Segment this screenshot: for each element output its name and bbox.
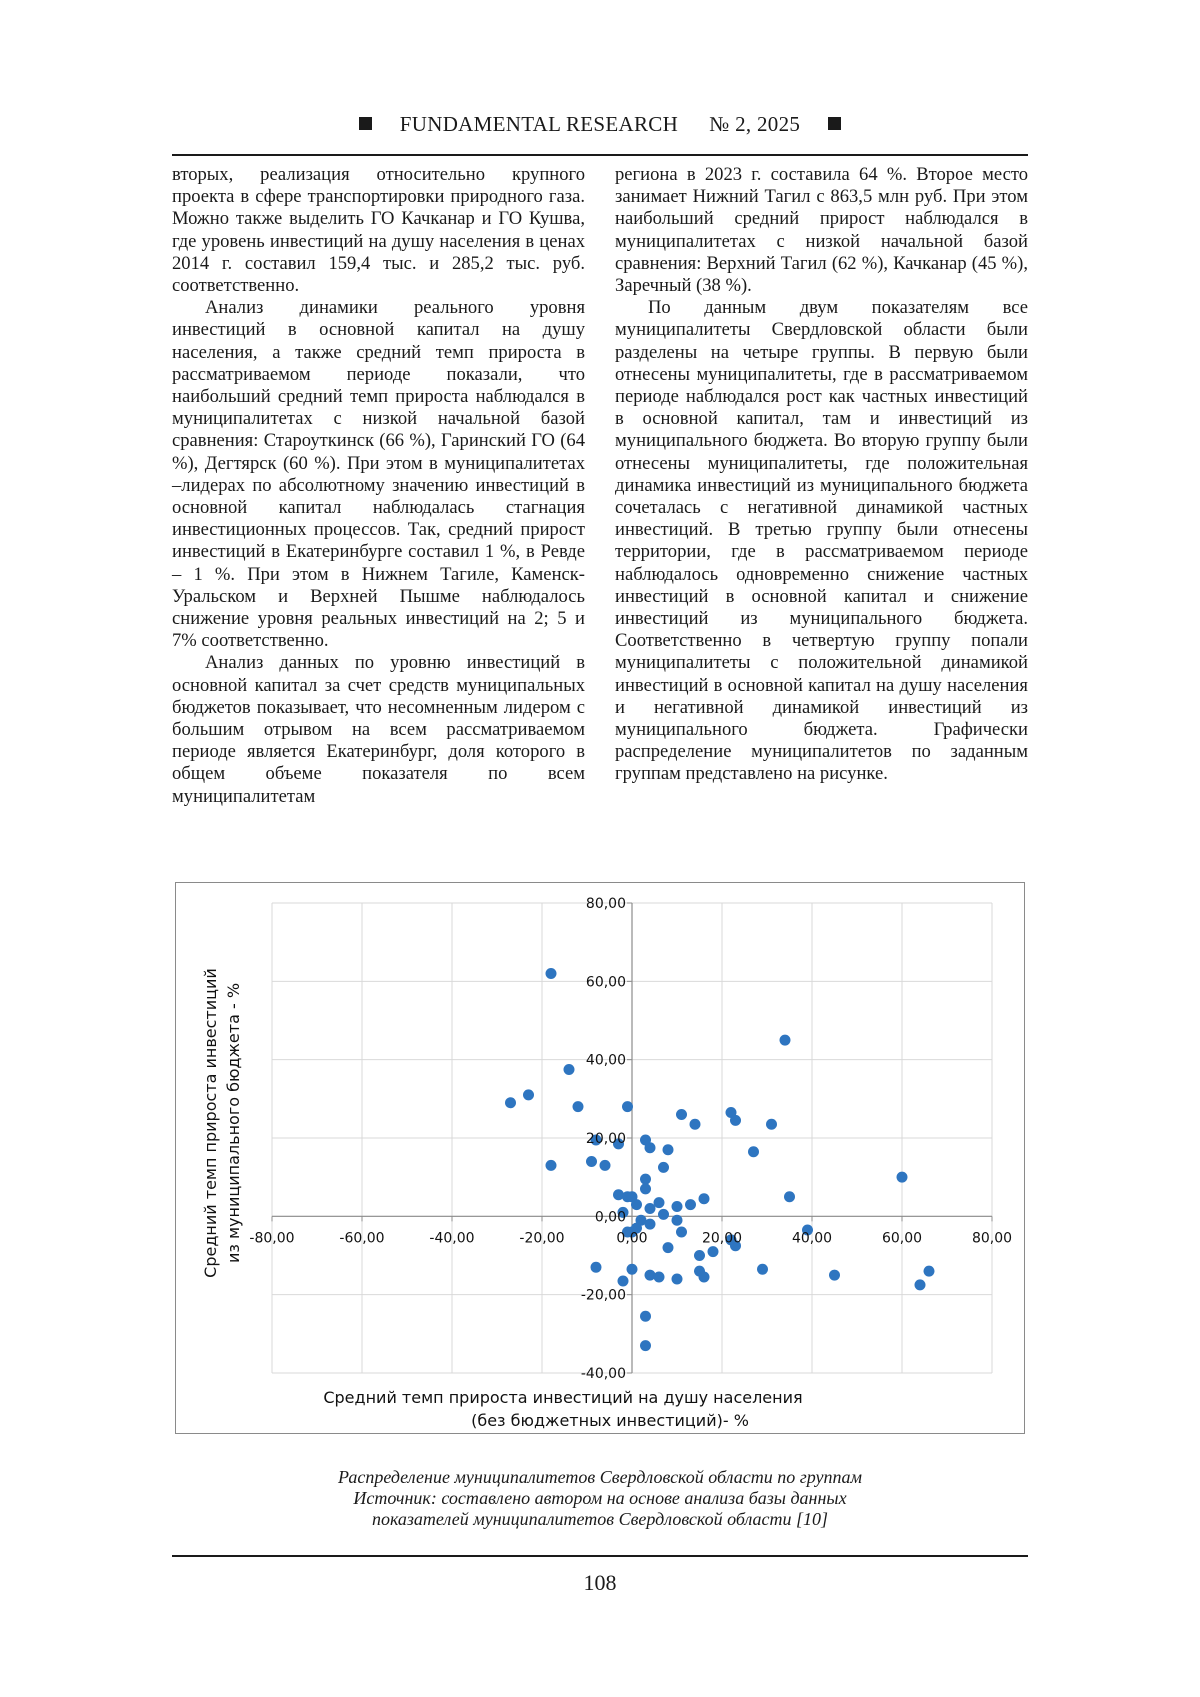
journal-name: FUNDAMENTAL RESEARCH [399,112,679,136]
data-point [780,1035,791,1046]
data-point [766,1119,777,1130]
data-point [676,1227,687,1238]
paragraph: региона в 2023 г. составила 64 %. Второе место занимает Нижний Тагил с 863,5 млн руб. При этом наибольший средний прирост наблюдался в муниципалитетах с низкой начальной базой сравнения: Верхний Тагил (62 %), Качканар (45 %), Заречный (38 %). [615,164,1028,297]
x-tick-label: -20,00 [519,1230,565,1247]
data-point [505,1097,516,1108]
data-point [573,1101,584,1112]
data-point [645,1142,656,1153]
x-tick-label: -80,00 [249,1230,295,1247]
data-point [546,968,557,979]
data-point [663,1242,674,1253]
data-point [784,1191,795,1202]
tick-labels [249,896,1012,1382]
x-tick-label: -60,00 [339,1230,385,1247]
y-tick-label: 0,00 [594,1209,626,1226]
data-point [586,1156,597,1167]
x-tick-label: 60,00 [881,1230,923,1247]
x-tick-label: -40,00 [429,1230,475,1247]
paragraph: вторых, реализация относительно крупного проекта в сфере транспортировки природного газа. Можно также выделить ГО Качканар и ГО Кушва, где уровень инвестиций на душу населения в ценах 2014 г. составил 159,4 тыс. и 285,2 тыс. руб. соответственно. [172,164,585,297]
running-header [0,112,1200,137]
data-point [658,1162,669,1173]
data-point [699,1193,710,1204]
paragraph: По данным двум показателям все муниципалитеты Свердловской области были разделены на четыре группы. В первую были отнесены муниципалитеты, где в рассматриваемом периоде наблюдался рост как частных инвестиций в основной капитал, там и инвестиций из муниципального бюджета. Во вторую группу были отнесены муниципалитеты, где положительная динамика инвестиций из муниципального бюджета сочеталась с негативной динамикой частных инвестиций. В третью группу были отнесены территории, где в рассматриваемом периоде наблюдалось одновременно снижение частных инвестиций в основной капитал и снижение инвестиций из муниципального бюджета. Соответственно в четвертую группу попали муниципалитеты с положительной динамикой инвестиций в основной капитал на душу населения и негативной динамикой инвестиций из муниципального бюджета. Графически распределение муниципалитетов по заданным группам представлено на рисунке. [615,297,1028,785]
issue-number: № 2, 2025 [709,112,801,136]
figure-caption [172,1467,1028,1530]
paragraph: Анализ данных по уровню инвестиций в основной капитал за счет средств муниципальных бюджетов показывает, что несомненным лидером с большим отрывом на всем рассматриваемом периоде является Екатеринбург, доля которого в общем объеме показателя по всем муниципалитетам [172,652,585,807]
data-point [672,1215,683,1226]
data-point [730,1115,741,1126]
data-point [631,1199,642,1210]
data-point [676,1109,687,1120]
data-point [690,1119,701,1130]
page-number: 108 [583,1570,617,1595]
x-tick-label: 40,00 [791,1230,833,1247]
data-point [654,1197,665,1208]
data-point [546,1160,557,1171]
y-tick-label: -40,00 [580,1366,626,1382]
x-tick-label: 20,00 [701,1230,743,1247]
data-point [924,1266,935,1277]
scatter-chart [176,883,1024,1433]
caption-source: Источник: составлено автором на основе анализа базы данных [353,1488,847,1508]
header-rule [172,154,1028,156]
scatter-figure [175,882,1025,1434]
y-axis-label-line1: Средний темп прироста инвестиций [201,968,220,1278]
y-tick-label: 60,00 [585,974,626,991]
data-point [829,1270,840,1281]
y-axis-label-line2: из муниципального бюджета - % [224,982,243,1264]
data-point [694,1250,705,1261]
data-point [663,1144,674,1155]
data-point [654,1272,665,1283]
x-axis-label-line2: (без бюджетных инвестиций)- % [471,1411,749,1430]
data-point [748,1146,759,1157]
square-bullet-icon [359,117,372,130]
x-tick-label: 80,00 [971,1230,1013,1247]
data-point [708,1246,719,1257]
left-text-column [172,164,585,808]
data-point [645,1203,656,1214]
data-point [672,1201,683,1212]
data-point [627,1264,638,1275]
y-tick-label: 80,00 [585,896,626,912]
data-point [618,1275,629,1286]
y-tick-label: 40,00 [585,1052,626,1069]
square-bullet-icon [828,117,841,130]
data-point [672,1274,683,1285]
data-point [757,1264,768,1275]
caption-title: Распределение муниципалитетов Свердловской области по группам [338,1467,862,1487]
right-text-column [615,164,1028,786]
data-point [658,1209,669,1220]
data-point [523,1089,534,1100]
footer-rule [172,1555,1028,1557]
y-tick-label: -20,00 [580,1287,626,1304]
caption-source-cont: показателей муниципалитетов Свердловской области [10] [371,1509,829,1529]
y-tick-label: 20,00 [585,1131,626,1147]
paragraph: Анализ динамики реального уровня инвестиций в основной капитал на душу населения, а также средний темп прироста в рассматриваемом периоде показали, что наибольший средний темп прироста наблюдался в муниципалитетах с низкой начальной базой сравнения: Староуткинск (66 %), Гаринский ГО (64 %), Дегтярск (60 %). При этом в муниципалитетах –лидерах по абсолютному значению инвестиций в основной капитал наблюдалась стагнация инвестиционных процессов. Так, средний прирост инвестиций в Екатеринбурге составил 1 %, в Ревде – 1 %. При этом в Нижнем Тагиле, Каменск-Уральском и Верхней Пышме наблюдалось снижение уровня реальных инвестиций на 2; 5 и 7% соответственно. [172,297,585,652]
data-point [622,1101,633,1112]
x-tick-label: 0,00 [616,1230,648,1247]
data-point [640,1183,651,1194]
data-point [591,1262,602,1273]
data-point [699,1272,710,1283]
data-point [897,1172,908,1183]
data-point [915,1279,926,1290]
data-point [564,1064,575,1075]
data-point [685,1199,696,1210]
data-point [600,1160,611,1171]
data-point [640,1340,651,1351]
x-axis-label-line1: Средний темп прироста инвестиций на душу населения [323,1388,803,1407]
data-points [505,968,935,1351]
data-point [640,1174,651,1185]
data-point [645,1219,656,1230]
data-point [640,1311,651,1322]
